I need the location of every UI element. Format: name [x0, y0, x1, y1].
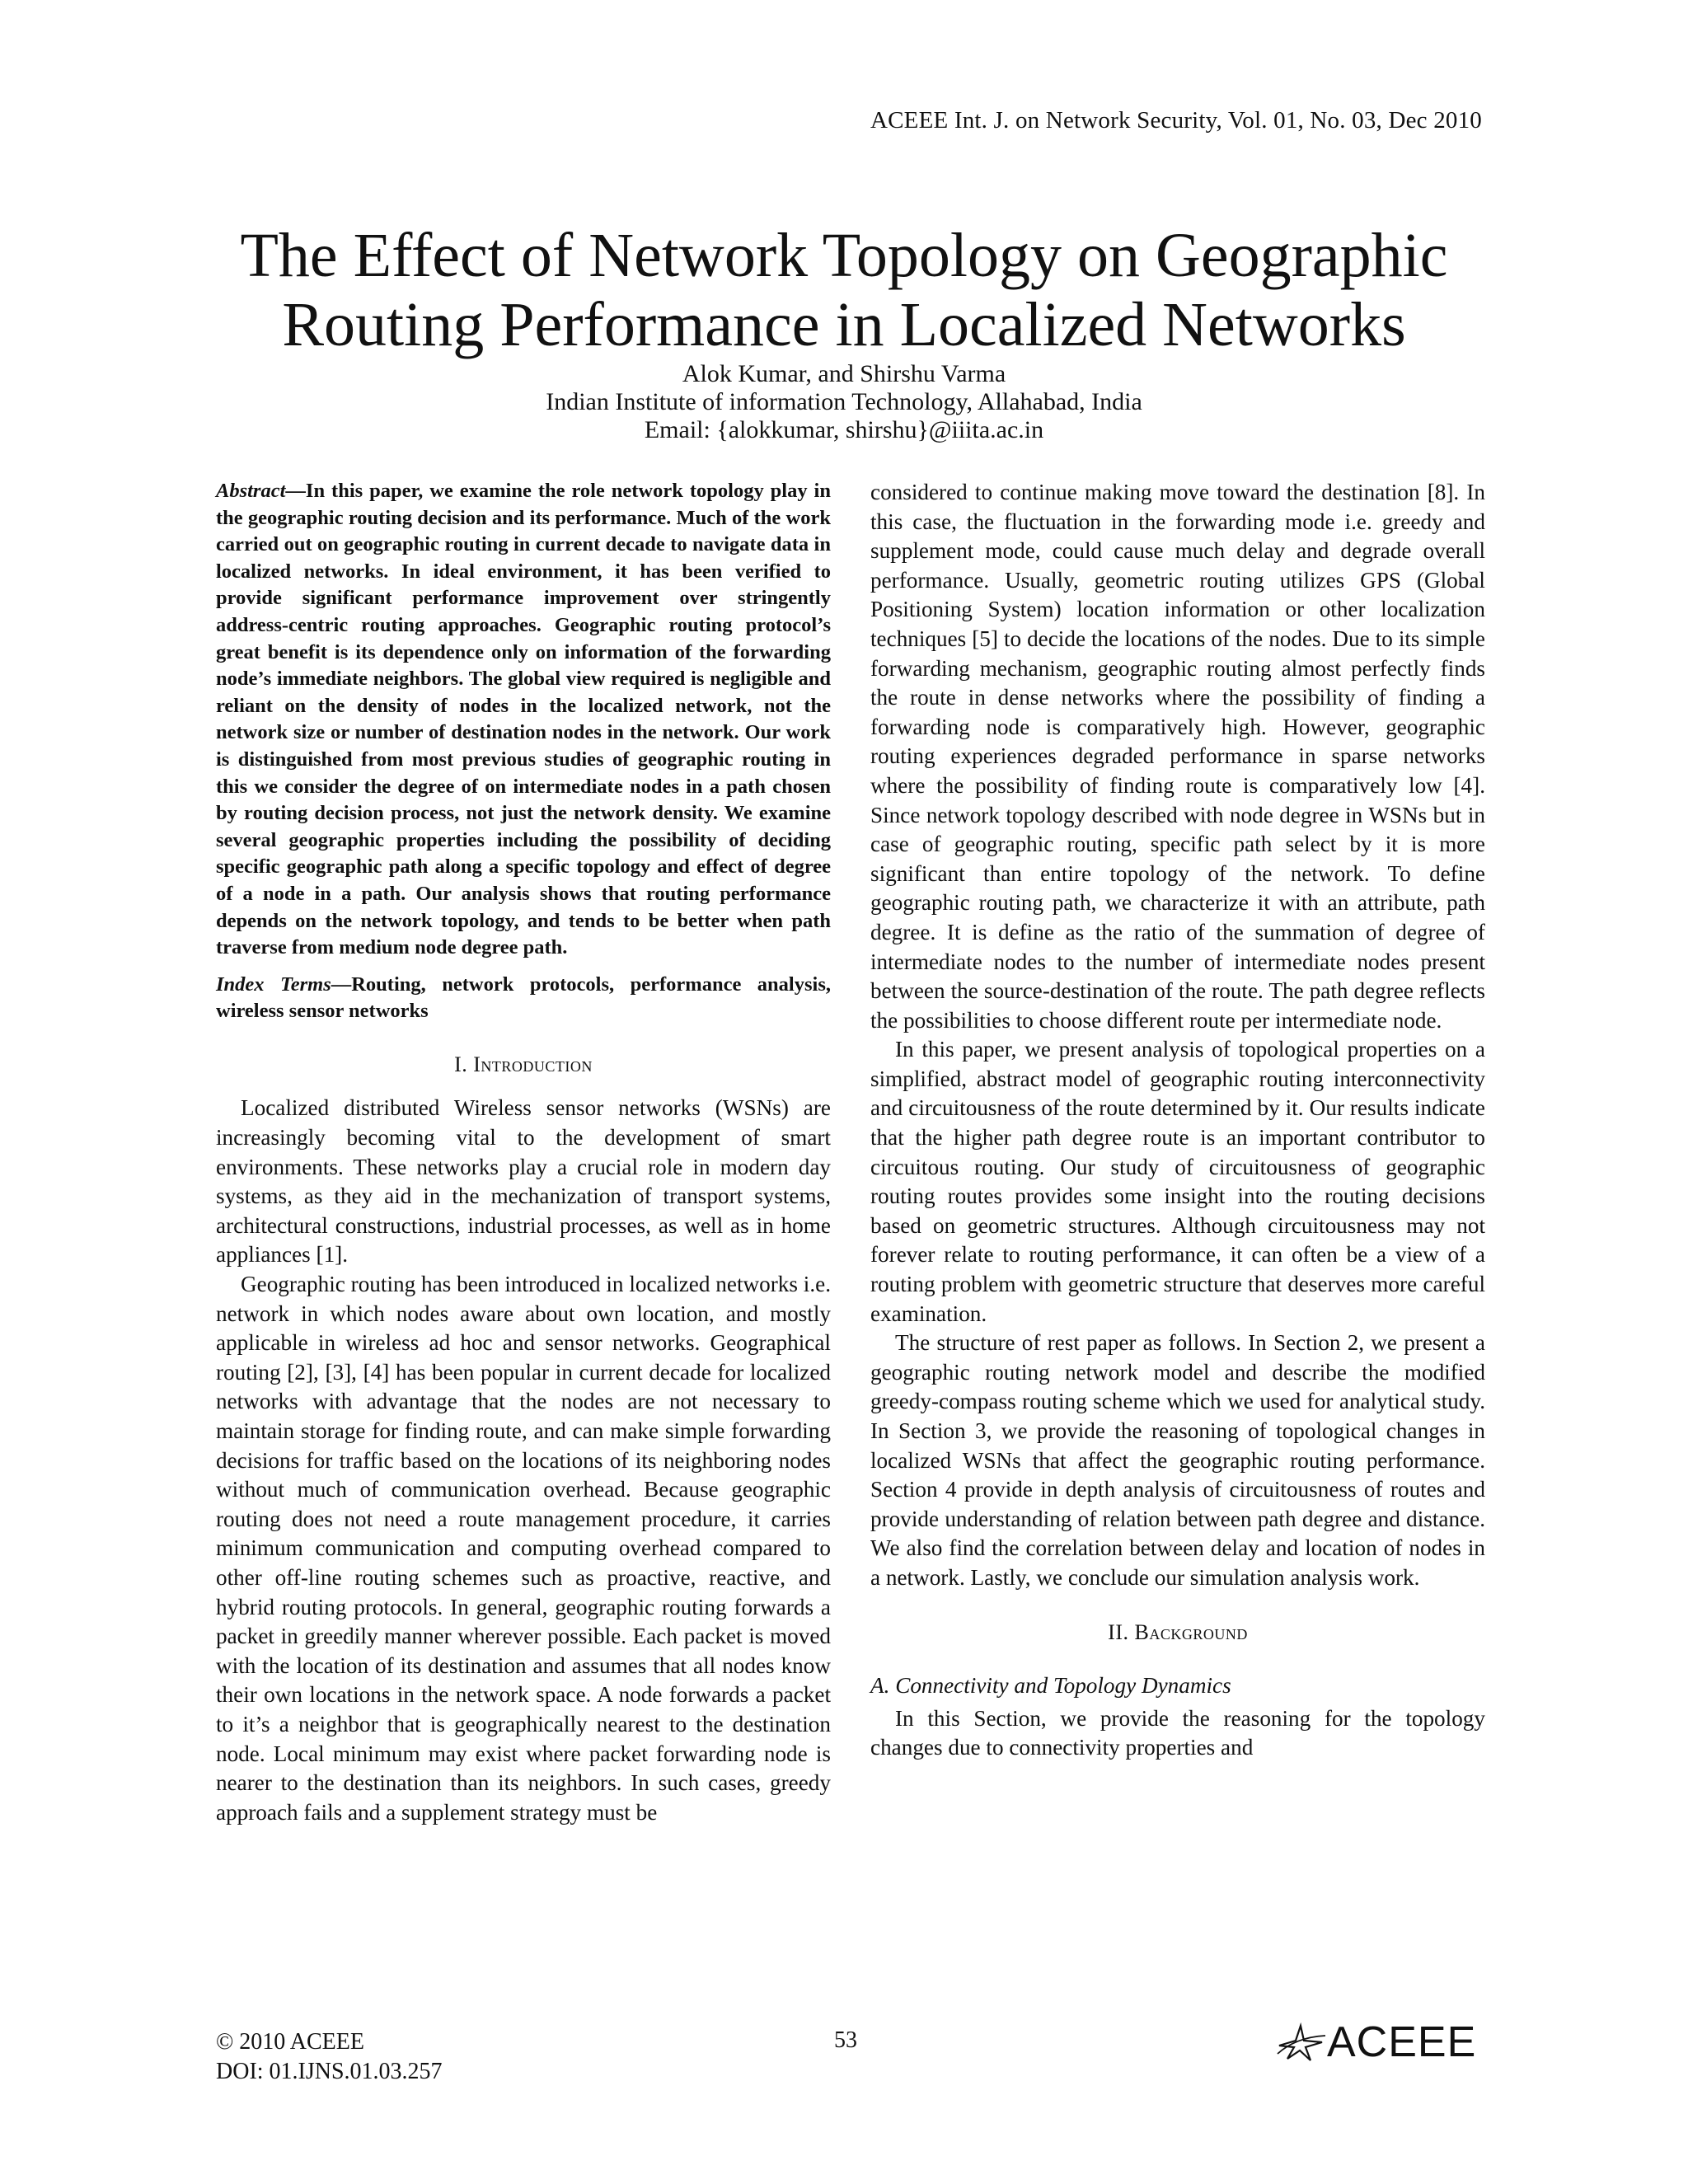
section-heading-introduction	[216, 1050, 831, 1080]
paragraph: Geographic routing has been introduced in localized networks i.e. network in which nodes aware about own location, and mostly applicable in wireless ad hoc and sensor networks. Geographical routing [2], [3], [4] has been popular in current decade for localized networks with advantage that the nodes are not necessary to maintain storage for finding route, and can make simple forwarding decisions for traffic based on the locations of its neighboring nodes without much of communication overhead. Because geographic routing does not need a route management procedure, it carries minimum communication and computing overhead compared to other off-line routing schemes such as proactive, reactive, and hybrid routing protocols. In general, geographic routing forwards a packet in greedily manner wherever possible. Each packet is moved with the location of its destination and assumes that all nodes know their own locations in the network space. A node forwards a packet to it’s a neighbor that is geographically nearest to the destination node. Local minimum may exist where packet forwarding node is nearer to the destination than its neighbors. In such cases, greedy approach fails and a supplement strategy must be	[216, 1272, 831, 1825]
doi: DOI: 01.IJNS.01.03.257	[216, 2059, 443, 2084]
logo-text: ACEEE	[1327, 2018, 1477, 2066]
abstract-text: —In this paper, we examine the role network topology play in the geographic routing decision and its performance. Much of the work carried out on geographic routing in current decade to navigate data in localized networks. In ideal environment, it has been verified to provide significant performance improvement over stringently address-centric routing approaches. Geographic routing protocol’s great benefit is its dependence only on information of the forwarding node’s immediate neighbors. The global view required is negligible and reliant on the density of nodes in the localized network, not the network size or number of destination nodes in the network. Our work is distinguished from most previous studies of geographic routing in this we consider the degree of on intermediate nodes in a path chosen by routing decision process, not just the network density. We examine several geographic properties including the possibility of deciding specific geographic path along a specific topology and effect of degree of a node in a path. Our analysis shows that routing performance depends on the network topology, and tends to be better when path traverse from medium node degree path.	[216, 480, 831, 959]
running-head: ACEEE Int. J. on Network Security, Vol. 01, No. 03, Dec 2010	[870, 107, 1482, 134]
author-names: Alok Kumar, and Shirshu Varma	[682, 360, 1006, 387]
title-line: Routing Performance in Localized Networks	[282, 290, 1406, 359]
paragraph: Localized distributed Wireless sensor networks (WSNs) are increasingly becoming vital to the development of smart environments. These networks play a crucial role in modern day systems, as they aid in the mechanization of transport systems, architectural constructions, industrial processes, as well as in home appliances [1].	[216, 1095, 831, 1268]
author-affiliation: Indian Institute of information Technology, Allahabad, India	[546, 388, 1142, 415]
index-terms	[216, 972, 831, 1025]
section-title: Introduction	[473, 1052, 593, 1076]
right-column	[870, 478, 1485, 1763]
paragraph: In this paper, we present analysis of topological properties on a simplified, abstract model of geographic routing interconnectivity and circuitousness of the route determined by it. Our results indicate that the higher path degree route is an important contributor to circuitous routing. Our study of circuitousness of geographic routing routes provides some insight into the routing decisions based on geometric structures. Although circuitousness may not forever relate to routing performance, it can often be a view of a routing problem with geometric structure that deserves more careful examination.	[870, 1037, 1485, 1326]
section-title: Background	[1134, 1619, 1248, 1644]
copyright: © 2010 ACEEE	[216, 2029, 364, 2055]
footer-left	[216, 2027, 443, 2087]
author-block	[0, 360, 1688, 444]
left-column	[216, 478, 831, 1827]
author-email: Email: {alokkumar, shirshu}@iiita.ac.in	[644, 416, 1044, 443]
section-heading-background	[870, 1618, 1485, 1647]
aceee-logo	[1276, 2018, 1476, 2067]
star-swoosh-icon	[1276, 2021, 1327, 2064]
abstract	[216, 478, 831, 962]
title-line: The Effect of Network Topology on Geographic	[240, 221, 1448, 290]
paper-title	[0, 221, 1688, 359]
paragraph: The structure of rest paper as follows. In Section 2, we present a geographic routing network model and describe the modified greedy-compass routing scheme which we used for analytical study. In Section 3, we provide the reasoning of topological changes in localized WSNs that affect the geographic routing performance. Section 4 provide in depth analysis of circuitousness of routes and provide understanding of relation between path degree and distance. We also find the correlation between delay and location of nodes in a network. Lastly, we conclude our simulation analysis work.	[870, 1330, 1485, 1590]
section-numeral: II.	[1108, 1619, 1135, 1644]
abstract-lead: Abstract	[216, 480, 286, 502]
section-numeral: I.	[454, 1052, 474, 1076]
page-number: 53	[834, 2027, 857, 2053]
paragraph-continuation: considered to continue making move toward the destination [8]. In this case, the fluctuation in the forwarding mode i.e. greedy and supplement mode, could cause much delay and degrade overall performance. Usually, geometric routing utilizes GPS (Global Positioning System) location information or other localization techniques [5] to decide the locations of the nodes. Due to its simple forwarding mechanism, geographic routing almost perfectly finds the route in dense networks where the possibility of finding a forwarding node is comparatively high. However, geographic routing experiences degraded performance in sparse networks where the possibility of finding route is comparatively low [4]. Since network topology described with node degree in WSNs but in case of geographic routing, specific path select by it is more significant than entire topology of the network. To define geographic routing path, we characterize it with an attribute, path degree. It is define as the ratio of the summation of degree of intermediate nodes to the number of intermediate nodes present between the source-destination of the route. The path degree reflects the possibilities to choose different route per intermediate node.	[870, 480, 1485, 1033]
subsection-heading: A. Connectivity and Topology Dynamics	[870, 1673, 1231, 1699]
paragraph: In this Section, we provide the reasoning for the topology changes due to connectivity properties and	[870, 1705, 1485, 1760]
index-terms-text: —Routing, network protocols, performance analysis, wireless sensor networks	[216, 972, 831, 1023]
index-terms-lead: Index Terms	[216, 972, 331, 996]
